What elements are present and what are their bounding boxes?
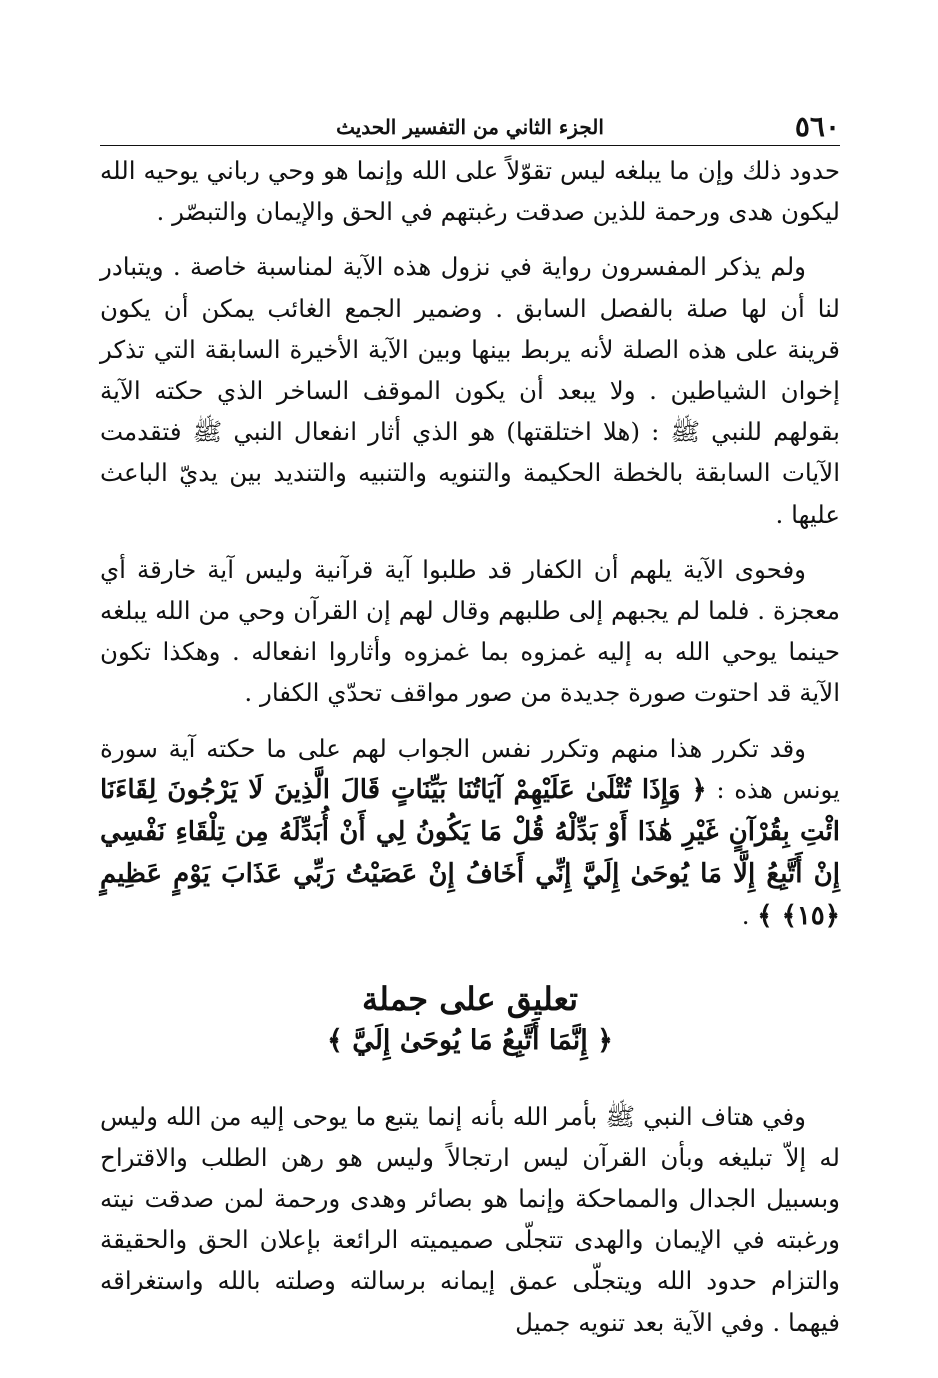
paragraph: وفحوى الآية يلهم أن الكفار قد طلبوا آية قرآنية وليس آية خارقة أي معجزة . فلما لم يجبهم إلى طلبهم وقال لهم إن القرآن وحي من الله يبلغه حينما يوحي الله به إليه غمزوه بما غمزوه وأثاروا انفعاله . وهكذا تكون الآية قد احتوت صورة جديدة من صور مواقف تحدّي الكفار . [100, 554, 840, 708]
running-title: الجزء الثاني من التفسير الحديث [336, 115, 604, 139]
page-number: ٥٦٠ [794, 110, 840, 143]
paragraph-continued: حدود ذلك وإن ما يبلغه ليس تقوّلاً على الله وإنما هو وحي رباني يوحيه الله ليكون هدى ورحمة للذين صدقت رغبتهم في الحق والإيمان والتبصّر . [100, 156, 840, 227]
page-header [100, 110, 840, 146]
quran-verse: ﴿ وَإِذَا تُتْلَىٰ عَلَيْهِمْ آيَاتُنَا بَيِّنَاتٍ قَالَ الَّذِينَ لَا يَرْجُونَ لِقَاءَنَا ائْتِ بِقُرْآنٍ غَيْرِ هَٰذَا أَوْ بَدِّلْهُ قُلْ مَا يَكُونُ لِي أَنْ أُبَدِّلَهُ مِن تِلْقَاءِ نَفْسِي إِنْ أَتَّبِعُ إِلَّا مَا يُوحَىٰ إِلَيَّ إِنِّي أَخَافُ إِنْ عَصَيْتُ رَبِّي عَذَابَ يَوْمٍ عَظِيمٍ ﴿١٥﴾ ﴾ [100, 774, 840, 932]
paragraph: وفي هتاف النبي ﷺ بأمر الله بأنه إنما يتبع ما يوحى إليه من الله وليس له إلاّ تبليغه وبأن القرآن ليس ارتجالاً وليس هو رهن الطلب والاقتراح وبسبيل الجدال والمماحكة وإنما هو بصائر وهدى ورحمة لمن صدقت نيته ورغبته في الإيمان والهدى تتجلّى صميميته الرائعة بإعلان الحق والحقيقة والتزام حدود الله ويتجلّى عمق إيمانه برسالته وصلته بالله واستغراقه فيهما . وفي الآية بعد تنويه جميل [100, 1101, 840, 1337]
page-body [100, 150, 840, 1357]
section-heading: تعليق على جملة [362, 979, 578, 1018]
section-subheading: ﴿ إِنَّمَا أَتَّبِعُ مَا يُوحَىٰ إِلَيَّ ﴾ [326, 1024, 613, 1056]
quote-intro: وقد تكرر هذا منهم وتكرر نفس الجواب لهم على ما حكته آية سورة يونس هذه : [100, 733, 840, 804]
quote-paragraph [100, 728, 840, 938]
paragraph: ولم يذكر المفسرون رواية في نزول هذه الآية لمناسبة خاصة . ويتبادر لنا أن لها صلة بالفصل السابق . وضمير الجمع الغائب يمكن أن يكون قرينة على هذه الصلة لأنه يربط بينها وبين الآية الأخيرة السابقة التي تذكر إخوان الشياطين . ولا يبعد أن يكون الموقف الساخر الذي حكته الآية بقولهم للنبي ﷺ : (هلا اختلقتها) هو الذي أثار انفعال النبي ﷺ فتقدمت الآيات السابقة بالخطة الحكيمة والتنويه والتنبيه والتنديد بين يديّ الباعث عليها . [100, 252, 840, 529]
quote-end: . [741, 901, 750, 931]
